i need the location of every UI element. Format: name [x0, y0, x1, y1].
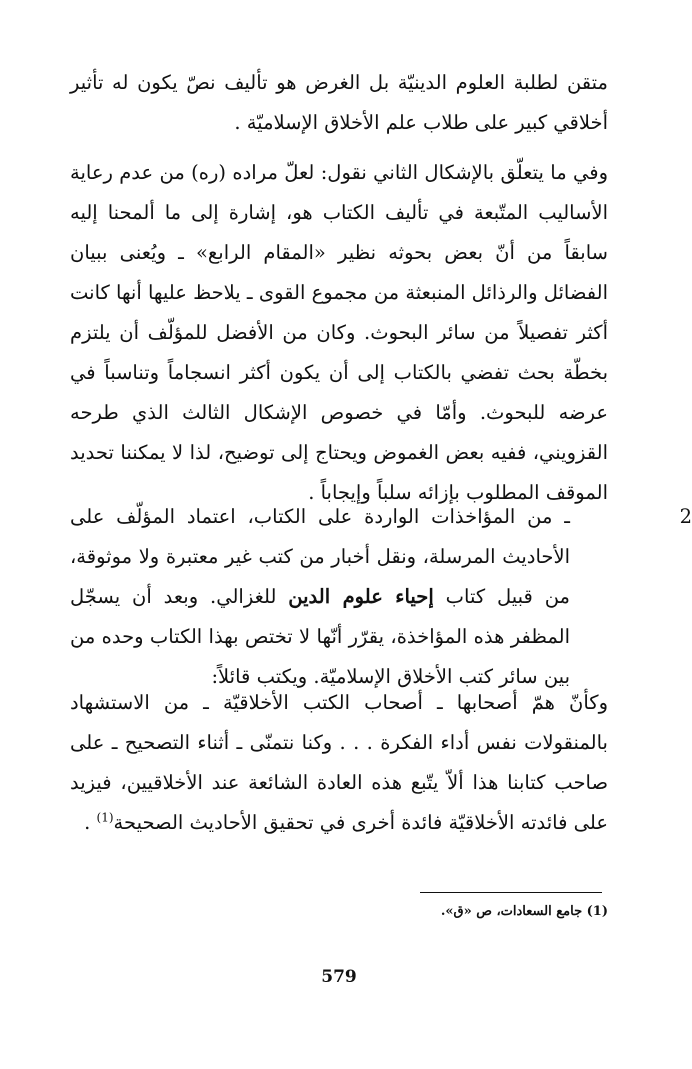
item-2-text-after: للغزالي. وبعد أن يسجّل المظفر هذه المؤاخذة، يقرّر أنّها لا تختص بهذا الكتاب وحده من بين سائر كتب الأخلاق الإسلاميّة. ويكتب قائلاً:	[70, 585, 570, 688]
quote-end: .	[84, 811, 97, 834]
footnote-marker: (1)	[586, 904, 608, 919]
numbered-item-2	[70, 497, 692, 688]
footnote-text: جامع السعادات، ص «ق».	[440, 904, 583, 919]
quote-text: وكأنّ همّ أصحابها ـ أصحاب الكتب الأخلاقيّة ـ من الاستشهاد بالمنقولات نفس أداء الفكرة . . . وكنا نتمنّى ـ أثناء التصحيح ـ على صاحب كتابنا هذا ألاّ يتّبع هذه العادة الشائعة عند الأخلاقيين، فيزيد على فائدته الأخلاقيّة فائدة أخرى في تحقيق الأحاديث الصحيحة	[70, 691, 608, 834]
page-number: 579	[321, 967, 357, 987]
footnote	[441, 900, 608, 924]
item-2-text-before: ـ من المؤاخذات الواردة على الكتاب، اعتماد المؤلّف على الأحاديث المرسلة، ونقل أخبار من كتب غير معتبرة ولا موثوقة، من قبيل كتاب	[70, 505, 570, 608]
book-title: إحياء علوم الدين	[288, 585, 434, 608]
paragraph-1: متقن لطلبة العلوم الدينيّة بل الغرض هو تأليف نصّ يكون له تأثير أخلاقي كبير على طلاب علم الأخلاق الإسلاميّة .	[70, 71, 608, 134]
item-number: 2	[679, 505, 692, 528]
footnote-reference: (1)	[96, 810, 114, 825]
paragraph-2: وفي ما يتعلّق بالإشكال الثاني نقول: لعلّ مراده (ره) من عدم رعاية الأساليب المتّبعة في تأليف الكتاب هو، إشارة إلى ما ألمحنا إليه سابقاً من أنّ بعض بحوثه نظير «المقام الرابع» ـ ويُعنى ببيان الفضائل والرذائل المنبعثة من مجموع القوى ـ يلاحظ عليها أنها كانت أكثر تفصيلاً من سائر البحوث. وكان من الأفضل للمؤلّف أن يلتزم بخطّة بحث تفضي بالكتاب إلى أن يكون أكثر انسجاماً وتناسباً في عرضه للبحوث. وأمّا في خصوص الإشكال الثالث الذي طرحه القزويني، ففيه بعض الغموض ويحتاج إلى توضيح، لذا لا يمكننا تحديد الموقف المطلوب بإزائه سلباً وإيجاباً .	[70, 161, 608, 504]
block-quote	[70, 683, 608, 883]
footnote-separator	[420, 892, 602, 893]
item-2-text	[70, 497, 570, 697]
